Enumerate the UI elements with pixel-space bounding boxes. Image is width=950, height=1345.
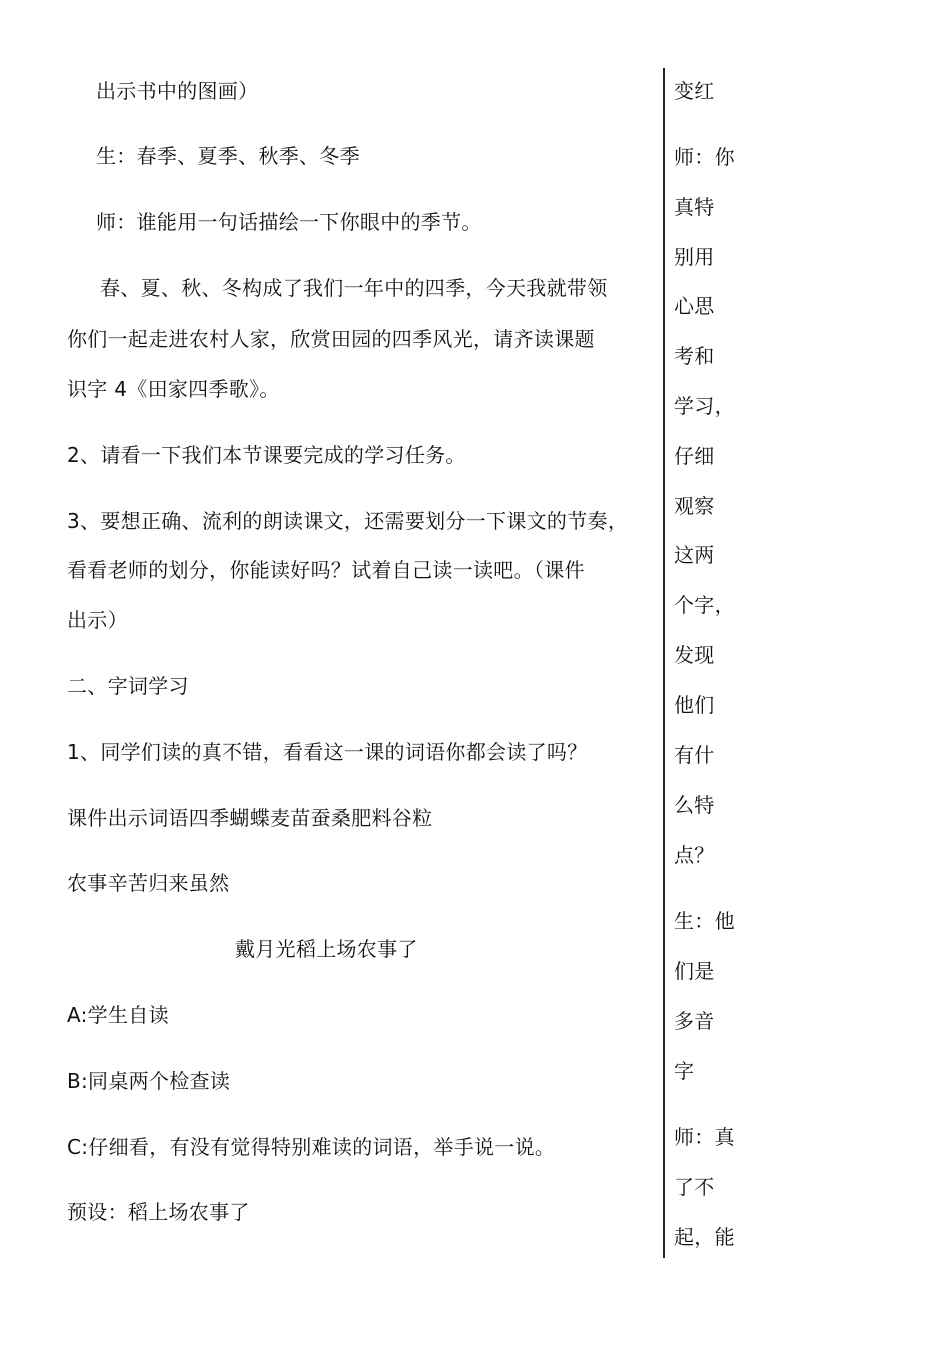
side-note-line: 个字， bbox=[674, 593, 735, 617]
side-note-line: 们是 bbox=[674, 959, 715, 983]
side-note-line: 变红 bbox=[674, 79, 715, 103]
text-line: C:仔细看，有没有觉得特别难读的词语，举手说一说。 bbox=[67, 1135, 556, 1159]
side-note-line: 么特 bbox=[674, 793, 715, 817]
side-note-line: 有什 bbox=[674, 743, 715, 767]
side-note-line: 别用 bbox=[674, 245, 715, 269]
text-line: 出示书中的图画） bbox=[96, 79, 259, 103]
text-line: 3、要想正确、流利的朗读课文，还需要划分一下课文的节奏， bbox=[67, 509, 629, 533]
text-line: 你们一起走进农村人家，欣赏田园的四季风光，请齐读课题 bbox=[67, 327, 595, 351]
text-line: 课件出示词语四季蝴蝶麦苗蚕桑肥料谷粒 bbox=[67, 806, 433, 830]
side-note-line: 发现 bbox=[674, 643, 715, 667]
side-note-line: 观察 bbox=[674, 494, 715, 518]
text-line: B:同桌两个检查读 bbox=[67, 1069, 231, 1093]
side-note-line: 字 bbox=[674, 1059, 695, 1083]
side-note-line: 了不 bbox=[674, 1175, 715, 1199]
text-line: 戴月光稻上场农事了 bbox=[235, 937, 418, 961]
text-line: 2、请看一下我们本节课要完成的学习任务。 bbox=[67, 443, 466, 467]
side-notes-column bbox=[674, 0, 754, 1345]
side-note-line: 生：他 bbox=[674, 909, 735, 933]
section-heading: 二、字词学习 bbox=[67, 674, 189, 698]
text-line: 农事辛苦归来虽然 bbox=[67, 871, 230, 895]
text-line: 1、同学们读的真不错，看看这一课的词语你都会读了吗？ bbox=[67, 740, 588, 764]
side-note-line: 心思 bbox=[674, 294, 715, 318]
side-note-line: 这两 bbox=[674, 543, 715, 567]
text-line: 预设：稻上场农事了 bbox=[67, 1200, 250, 1224]
text-line: 生：春季、夏季、秋季、冬季 bbox=[96, 144, 360, 168]
side-note-line: 真特 bbox=[674, 195, 715, 219]
side-note-line: 他们 bbox=[674, 693, 715, 717]
text-line: A:学生自读 bbox=[67, 1003, 169, 1027]
text-line: 识字 4《田家四季歌》。 bbox=[67, 377, 280, 401]
side-note-line: 学习， bbox=[674, 394, 735, 418]
side-note-line: 考和 bbox=[674, 344, 715, 368]
text-line: 春、夏、秋、冬构成了我们一年中的四季，今天我就带领 bbox=[100, 276, 608, 300]
text-line: 出示） bbox=[67, 608, 128, 632]
side-note-line: 仔细 bbox=[674, 444, 715, 468]
side-note-line: 师：你 bbox=[674, 145, 735, 169]
side-note-line: 点？ bbox=[674, 843, 715, 867]
column-divider bbox=[663, 68, 665, 1258]
text-line: 看看老师的划分，你能读好吗？试着自己读一读吧。（课件 bbox=[67, 558, 585, 582]
side-note-line: 师：真 bbox=[674, 1125, 735, 1149]
side-note-line: 起，能 bbox=[674, 1225, 735, 1249]
text-line: 师：谁能用一句话描绘一下你眼中的季节。 bbox=[96, 210, 482, 234]
side-note-line: 多音 bbox=[674, 1009, 715, 1033]
